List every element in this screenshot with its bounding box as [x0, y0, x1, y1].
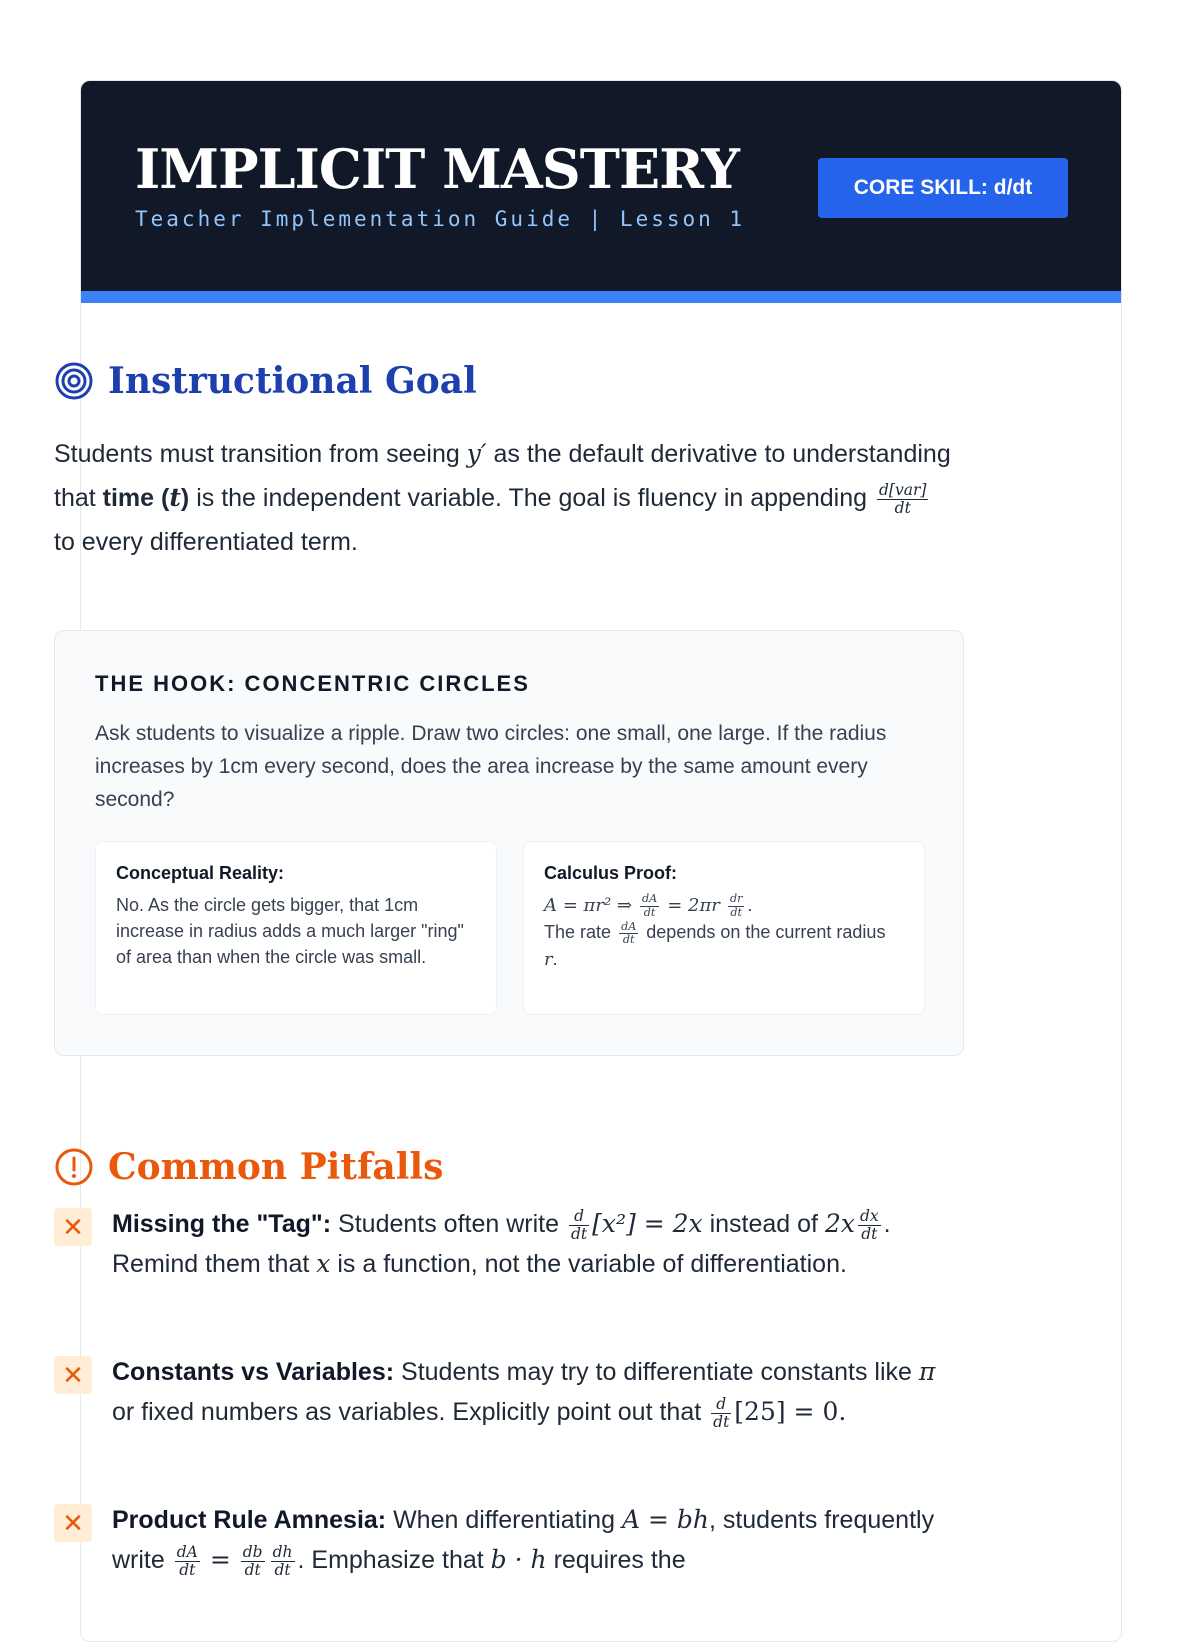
pitfall-label: Product Rule Amnesia:	[112, 1506, 387, 1534]
frac-dr: dr	[729, 892, 743, 906]
pitfall-label: Constants vs Variables:	[112, 1358, 395, 1386]
hook-box	[54, 630, 964, 1056]
frac-dt: dt	[643, 905, 656, 919]
pitfall-t3: . Emphasize that	[297, 1546, 484, 1574]
eq-abh: A = bh	[621, 1505, 709, 1534]
x-icon: ✕	[54, 1356, 92, 1394]
eq-x2: [x²] = 2x	[592, 1209, 703, 1238]
x-icon: ✕	[54, 1208, 92, 1246]
time-label: time (	[102, 484, 170, 512]
pitfall-t1: When differentiating	[393, 1506, 615, 1534]
dr-dt-fraction	[728, 893, 744, 919]
frac-dt: dt	[570, 1224, 588, 1243]
eq-period: .	[747, 895, 753, 915]
frac-dh: dh	[272, 1542, 293, 1561]
frac-den: dt	[894, 498, 911, 517]
conceptual-reality-text: No. As the circle gets bigger, that 1cm increase in radius adds a much larger "ring" of area than when the circle was small.	[116, 895, 464, 967]
rate-period: .	[552, 949, 558, 970]
pitfall-t3: . Remind them that	[112, 1210, 891, 1278]
dvar-dt-fraction	[877, 482, 928, 517]
pitfalls-title: Common Pitfalls	[108, 1146, 444, 1188]
x-icon: ✕	[54, 1504, 92, 1542]
t-var: t	[169, 483, 181, 512]
conceptual-reality-card	[95, 841, 497, 1015]
conceptual-reality-title: Conceptual Reality:	[116, 863, 285, 883]
hook-label: THE HOOK: CONCENTRIC CIRCLES	[95, 671, 530, 696]
frac-dt-b: dt	[861, 1224, 878, 1243]
frac-dt-b: dt	[244, 1560, 261, 1579]
frac-dt-2: dt	[730, 905, 742, 919]
frac-num: d[var]	[879, 480, 927, 499]
pitfall-t2: , students frequently write	[112, 1506, 935, 1574]
hook-text: Ask students to visualize a ripple. Draw two circles: one small, one large. If the radius increases by 1cm every second, does the area increase by the same amount every second?	[95, 722, 887, 811]
goal-text-2: as the default derivative to understanding that	[54, 440, 951, 512]
pitfall-label: Missing the "Tag":	[112, 1210, 332, 1238]
x-var: x	[316, 1249, 331, 1278]
pitfall-text	[112, 1352, 954, 1432]
proof-rate-text	[544, 919, 904, 973]
goal-text-1: Students must transition from seeing	[54, 440, 460, 468]
pitfall-t4: requires the	[553, 1546, 686, 1574]
dx-dt-fraction	[858, 1208, 881, 1243]
frac-dt-3: dt	[622, 932, 635, 946]
goal-text-4: to every differentiated term.	[54, 528, 358, 556]
eq-equals: =	[209, 1545, 231, 1574]
pitfall-t4: is a function, not the variable of differentiation.	[337, 1250, 847, 1278]
calculus-proof-title: Calculus Proof:	[544, 863, 678, 883]
pitfall-t2: or fixed numbers as variables. Explicitly point out that	[112, 1398, 702, 1426]
proof-equation	[544, 892, 904, 919]
frac-db: db	[242, 1542, 263, 1561]
pitfall-t1: Students may try to differentiate constants like	[401, 1358, 912, 1386]
d-dt-fraction	[711, 1396, 731, 1431]
core-skill-badge: CORE SKILL: d/dt	[818, 158, 1068, 218]
frac-da-2: dA	[621, 919, 637, 933]
pi-symbol: π	[918, 1357, 936, 1386]
d-dt-fraction	[569, 1208, 589, 1243]
frac-d: d	[711, 1396, 731, 1414]
frac-dt-c: dt	[274, 1560, 291, 1579]
pitfall-text	[112, 1500, 954, 1580]
frac-d: d	[569, 1208, 589, 1226]
goal-heading	[54, 360, 477, 402]
frac-dt: dt	[179, 1560, 196, 1579]
y-prime: y′	[466, 439, 487, 468]
page-title: IMPLICIT MASTERY	[135, 137, 739, 201]
db-dt-fraction	[241, 1544, 265, 1579]
frac-dt: dt	[713, 1412, 730, 1431]
r-var: r	[544, 949, 553, 971]
eq-2x: 2x	[824, 1209, 855, 1238]
frac-dx: dx	[859, 1206, 879, 1225]
goal-title: Instructional Goal	[108, 360, 477, 402]
rate-text-2: depends on the current radius	[646, 922, 886, 943]
da-dt-fraction	[640, 893, 659, 919]
time-bold	[103, 484, 190, 512]
target-icon	[54, 361, 94, 401]
rate-text-1: The rate	[544, 922, 612, 943]
dh-dt-fraction	[271, 1544, 295, 1579]
calculus-proof-card	[523, 841, 925, 1015]
page-subtitle: Teacher Implementation Guide | Lesson 1	[135, 207, 746, 231]
pitfall-t2: instead of	[709, 1210, 818, 1238]
alert-circle-icon	[54, 1147, 94, 1187]
eq-25: [25] = 0.	[734, 1397, 847, 1426]
eq-2pir: = 2πr	[667, 895, 720, 916]
goal-paragraph	[54, 432, 954, 564]
frac-da: dA	[642, 892, 658, 906]
eq-area: A = πr² ⇒	[544, 895, 632, 916]
eq-bh: b · h	[490, 1545, 547, 1574]
header	[81, 81, 1121, 303]
goal-text-3: is the independent variable. The goal is fluency in appending	[196, 484, 868, 512]
pitfall-t1: Students often write	[338, 1210, 560, 1238]
da-dt-fraction	[175, 1544, 200, 1579]
pitfall-text	[112, 1204, 954, 1284]
time-close: )	[180, 484, 190, 512]
frac-da: dA	[176, 1542, 198, 1561]
da-dt-fraction-2	[619, 921, 638, 947]
pitfalls-heading	[54, 1146, 443, 1188]
